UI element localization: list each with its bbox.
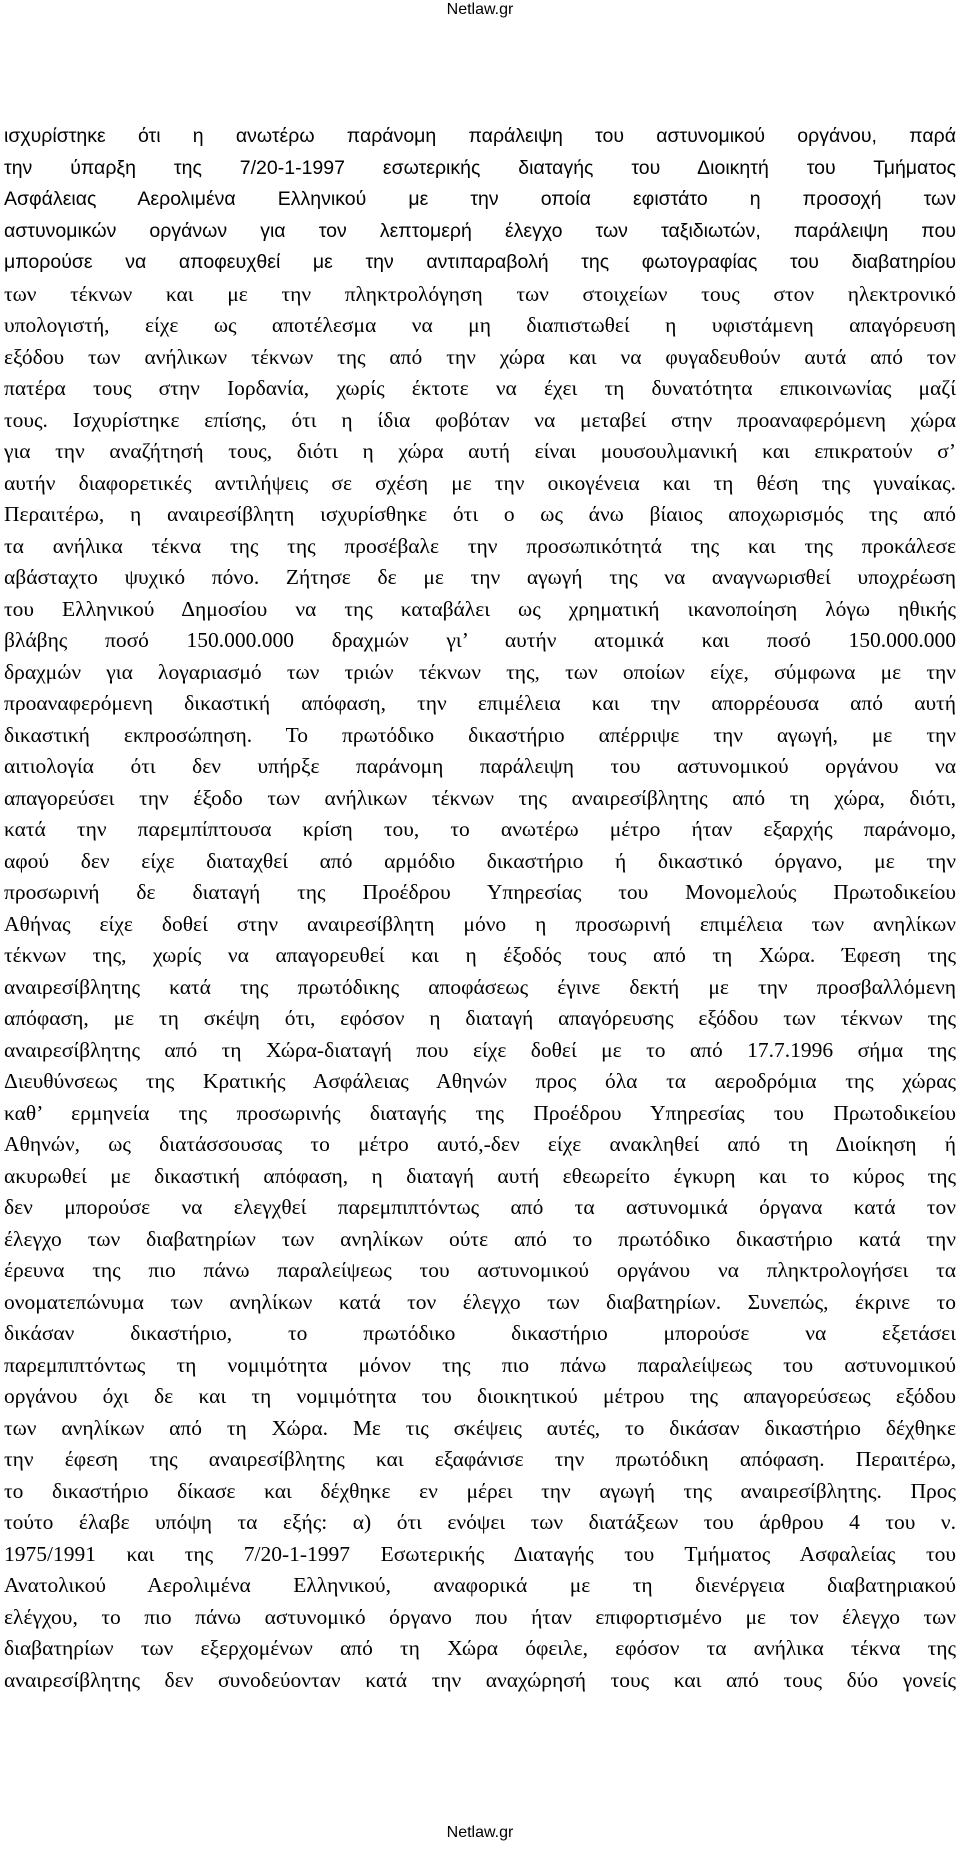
text-line: Ανατολικού Αερολιμένα Ελληνικού, αναφορικά με τη διενέργεια διαβατηριακού — [4, 1573, 956, 1597]
text-line: αυτήν διαφορετικές αντιλήψεις σε σχέση με την οικογένεια και τη θέση της γυναίκας. — [4, 470, 956, 495]
text-line: τα ανήλικα τέκνα της της προσέβαλε την προσωπικότητά της και της προκάλεσε — [4, 533, 956, 558]
text-line: Αθήνας είχε δοθεί στην αναιρεσίβλητη μόνο η προσωρινή επιμέλεια των ανηλίκων — [4, 911, 956, 936]
text-line: έρευνα της πιο πάνω παραλείψεως του αστυνομικού οργάνου να πληκτρολογήσει τα — [4, 1258, 956, 1282]
text-line: οργάνου όχι δε και τη νομιμότητα του διοικητικού μέτρου της απαγορεύσεως εξόδου — [4, 1384, 956, 1408]
text-line: του Ελληνικού Δημοσίου να της καταβάλει ως χρηματική ικανοποίηση λόγω ηθικής — [4, 596, 956, 621]
text-line: δικάσαν δικαστήριο, το πρωτόδικο δικαστήριο μπορούσε να εξετάσει — [4, 1321, 956, 1345]
text-line: δικαστική εκπροσώπηση. Το πρωτόδικο δικαστήριο απέρριψε την αγωγή, με την — [4, 722, 956, 747]
text-line: τούτο έλαβε υπόψη τα εξής: α) ότι ενόψει των διατάξεων του άρθρου 4 του ν. — [4, 1510, 956, 1534]
text-line: ισχυρίστηκε ότι η ανωτέρω παράνομη παράλειψη του αστυνομικού οργάνου, παρά — [4, 125, 956, 147]
text-line: δεν μπορούσε να ελεγχθεί παρεμπιπτόντως από τα αστυνομικά όργανα κατά τον — [4, 1195, 956, 1219]
site-header: Netlaw.gr — [446, 1, 514, 18]
text-line: Ασφάλειας Αερολιμένα Ελληνικού με την οποία εφιστάτο η προσοχή των — [4, 188, 956, 210]
text-line: ελέγχου, το πιο πάνω αστυνομικό όργανο που ήταν επιφορτισμένο με τον έλεγχο των — [4, 1604, 956, 1629]
text-line: δραχμών για λογαριασμό των τριών τέκνων της, των οποίων είχε, σύμφωνα με την — [4, 659, 956, 684]
text-line: διαβατηρίων των εξερχομένων από τη Χώρα όφειλε, εφόσον τα ανήλικα τέκνα της — [4, 1636, 956, 1660]
text-line: των τέκνων και με την πληκτρολόγηση των στοιχείων τους στον ηλεκτρονικό — [4, 281, 956, 306]
text-line: την έφεση της αναιρεσίβλητης και εξαφάνισε την πρωτόδικη απόφαση. Περαιτέρω, — [4, 1447, 956, 1471]
text-line: αστυνομικών οργάνων για τον λεπτομερή έλεγχο των ταξιδιωτών, παράλειψη που — [4, 219, 956, 242]
text-line: μπορούσε να αποφευχθεί με την αντιπαραβολή της φωτογραφίας του διαβατηρίου — [4, 251, 956, 273]
text-line: απόφαση, με τη σκέψη ότι, εφόσον η διαταγή απαγόρευσης εξόδου των τέκνων της — [4, 1006, 956, 1030]
text-line: κατά την παρεμπίπτουσα κρίση του, το ανωτέρω μέτρο ήταν εξαρχής παράνομο, — [4, 817, 956, 841]
text-line: αβάσταχτο ψυχικό πόνο. Ζήτησε δε με την αγωγή της να αναγνωρισθεί υποχρέωση — [4, 565, 956, 589]
text-line: εξόδου των ανήλικων τέκνων της από την χώρα και να φυγαδευθούν αυτά από τον — [4, 344, 956, 369]
site-footer: Netlaw.gr — [446, 1824, 514, 1841]
text-line: το δικαστήριο δίκασε και δέχθηκε εν μέρει την αγωγή της αναιρεσίβλητης. Προς — [4, 1478, 956, 1503]
document-body — [0, 121, 960, 1696]
text-line: ονοματεπώνυμα των ανηλίκων κατά τον έλεγχο των διαβατηρίων. Συνεπώς, έκρινε το — [4, 1289, 956, 1314]
text-line: Αθηνών, ως διατάσσουσας το μέτρο αυτό,-δεν είχε ανακληθεί από τη Διοίκηση ή — [4, 1132, 956, 1156]
text-line: προσωρινή δε διαταγή της Προέδρου Υπηρεσίας του Μονομελούς Πρωτοδικείου — [4, 880, 956, 904]
text-line: απαγορεύσει την έξοδο των ανήλικων τέκνων της αναιρεσίβλητης από τη χώρα, διότι, — [4, 785, 956, 810]
text-line: προαναφερόμενη δικαστική απόφαση, την επιμέλεια και την απορρέουσα από αυτή — [4, 691, 956, 715]
text-line: των ανηλίκων από τη Χώρα. Με τις σκέψεις αυτές, το δικάσαν δικαστήριο δέχθηκε — [4, 1415, 956, 1440]
text-line: Περαιτέρω, η αναιρεσίβλητη ισχυρίσθηκε ότι ο ως άνω βίαιος αποχωρισμός της από — [4, 502, 956, 526]
text-line: αιτιολογία ότι δεν υπήρξε παράνομη παράλειψη του αστυνομικού οργάνου να — [4, 754, 956, 778]
text-line: την ύπαρξη της 7/20-1-1997 εσωτερικής διαταγής του Διοικητή του Τμήματος — [4, 156, 956, 179]
text-line: Διευθύνσεως της Κρατικής Ασφάλειας Αθηνών προς όλα τα αεροδρόμια της χώρας — [4, 1069, 956, 1093]
text-line: υπολογιστή, είχε ως αποτέλεσμα να μη διαπιστωθεί η υφιστάμενη απαγόρευση — [4, 313, 956, 337]
text-line: αφού δεν είχε διαταχθεί από αρμόδιο δικαστήριο ή δικαστικό όργανο, με την — [4, 848, 956, 873]
text-line: τους. Ισχυρίστηκε επίσης, ότι η ίδια φοβόταν να μεταβεί στην προαναφερόμενη χώρα — [4, 407, 956, 432]
text-line: αναιρεσίβλητης από τη Χώρα-διαταγή που είχε δοθεί με το από 17.7.1996 σήμα της — [4, 1037, 956, 1062]
text-line: παρεμπιπτόντως τη νομιμότητα μόνον της πιο πάνω παραλείψεως του αστυνομικού — [4, 1352, 956, 1377]
text-line: έλεγχο των διαβατηρίων των ανηλίκων ούτε από το πρωτόδικο δικαστήριο κατά την — [4, 1226, 956, 1251]
text-line: αναιρεσίβλητης δεν συνοδεύονταν κατά την αναχώρησή τους και από τους δύο γονείς — [4, 1667, 956, 1692]
text-line: βλάβης ποσό 150.000.000 δραχμών γι’ αυτήν ατομικά και ποσό 150.000.000 — [4, 628, 956, 652]
text-line: αναιρεσίβλητης κατά της πρωτόδικης αποφάσεως έγινε δεκτή με την προσβαλλόμενη — [4, 974, 956, 999]
text-line: 1975/1991 και της 7/20-1-1997 Εσωτερικής Διαταγής του Τμήματος Ασφαλείας του — [4, 1541, 956, 1566]
text-line: πατέρα τους στην Ιορδανία, χωρίς έκτοτε να έχει τη δυνατότητα επικοινωνίας μαζί — [4, 376, 956, 400]
text-line: καθ’ ερμηνεία της προσωρινής διαταγής της Προέδρου Υπηρεσίας του Πρωτοδικείου — [4, 1100, 956, 1125]
text-line: ακυρωθεί με δικαστική απόφαση, η διαταγή αυτή εθεωρείτο έγκυρη και το κύρος της — [4, 1163, 956, 1188]
text-line: για την αναζήτησή τους, διότι η χώρα αυτή είναι μουσουλμανική και επικρατούν σ’ — [4, 439, 956, 463]
text-line: τέκνων της, χωρίς να απαγορευθεί και η έξοδός τους από τη Χώρα. Έφεση της — [4, 943, 956, 967]
